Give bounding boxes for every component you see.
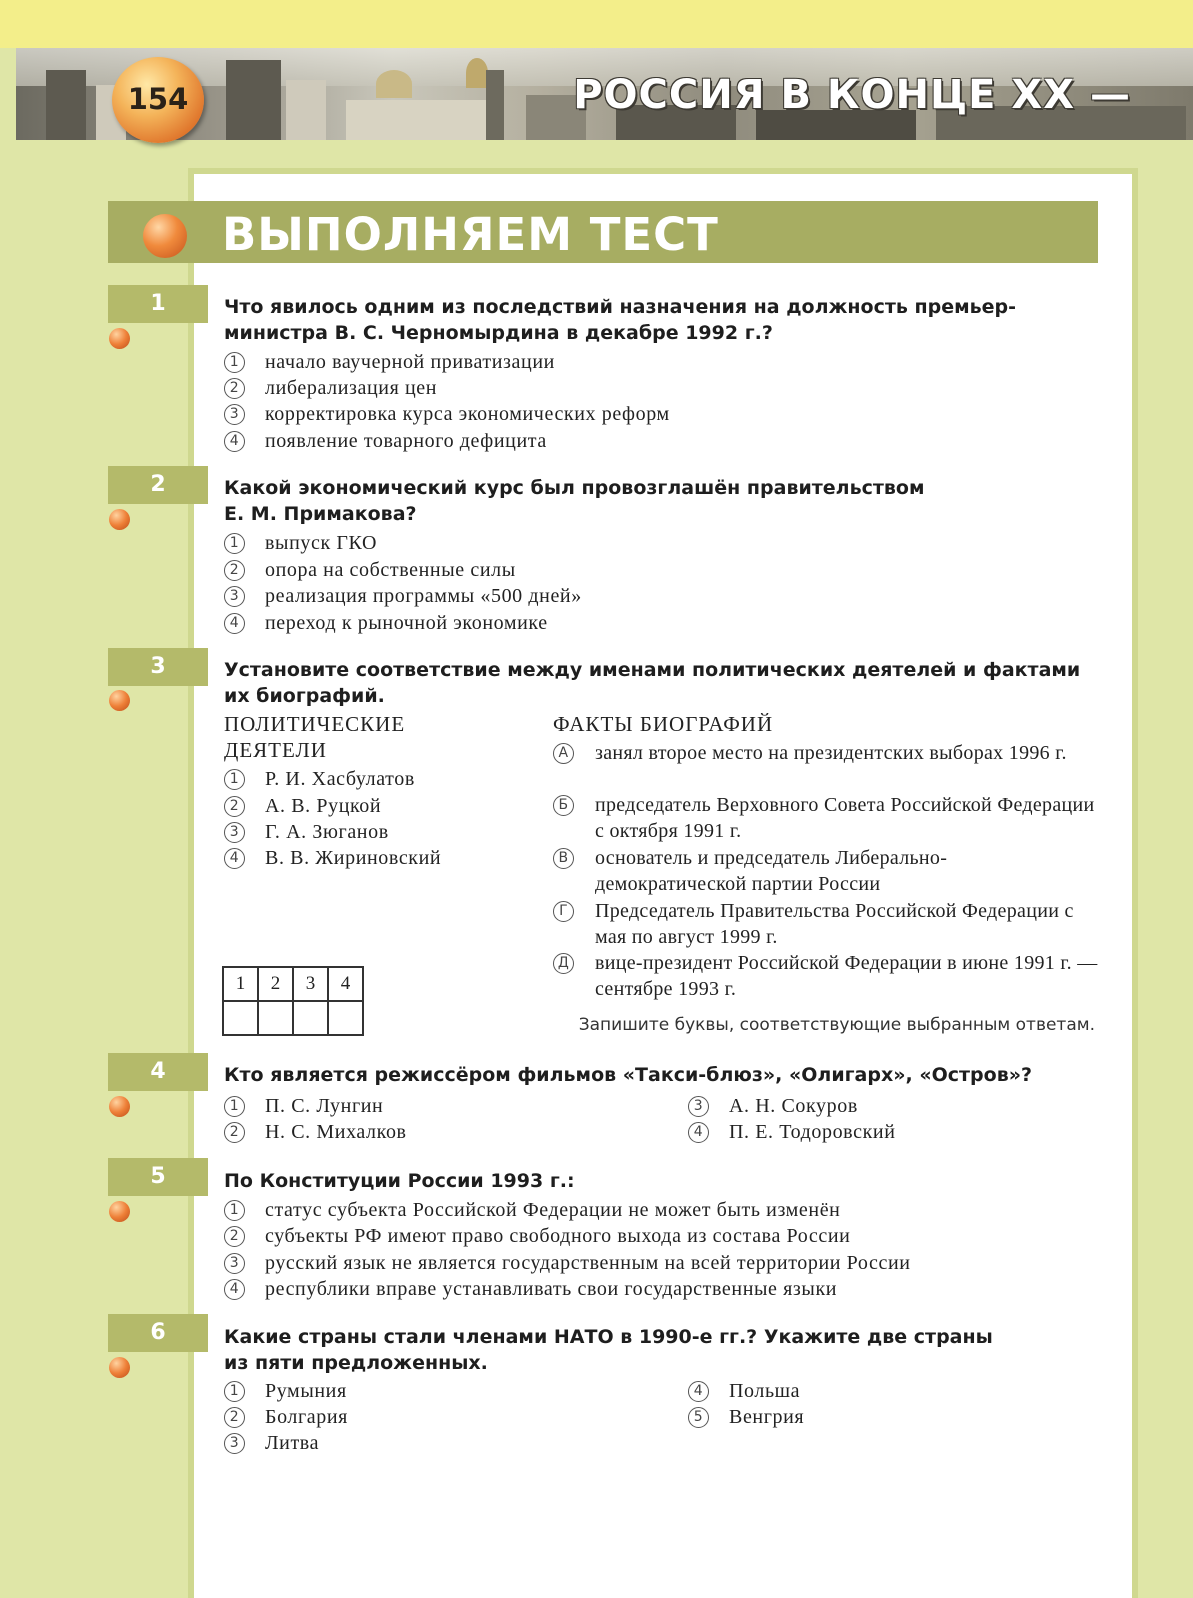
option-number-icon: 3 [224,1253,245,1274]
option-letter-icon: Д [553,953,574,974]
bullet-icon [109,1357,130,1378]
option-number-icon: 2 [224,378,245,399]
page-number: 154 [127,82,189,116]
fact-option-v: В основатель и председатель Либерально-демократической партии России [553,845,1098,897]
option-number-icon: 4 [688,1381,709,1402]
person-option-3: 3 Г. А. Зюганов [224,819,389,845]
persons-column-header: ПОЛИТИЧЕСКИЕ ДЕЯТЕЛИ [224,712,406,762]
option-number-icon: 1 [224,1200,245,1221]
bullet-icon [109,1096,130,1117]
question-2-option-3[interactable]: 3 реализация программы «500 дней» [224,583,582,609]
option-letter-icon: Г [553,901,574,922]
question-4-option-4[interactable]: 4 П. Е. Тодоровский [688,1119,896,1145]
answer-grid-header: 1 [223,967,258,1001]
question-2-option-1[interactable]: 1 выпуск ГКО [224,530,377,556]
option-letter-icon: А [553,743,574,764]
bullet-icon [109,509,130,530]
question-6-option-3[interactable]: 3 Литва [224,1430,319,1456]
option-number-icon: 2 [224,1122,245,1143]
question-6-option-5[interactable]: 5 Венгрия [688,1404,804,1430]
question-2-option-2[interactable]: 2 опора на собственные силы [224,557,516,583]
option-letter-icon: В [553,848,574,869]
option-number-icon: 4 [224,1279,245,1300]
question-number-2: 2 [108,466,208,504]
chapter-title: РОССИЯ В КОНЦЕ XX — [573,72,1131,118]
answer-grid [222,966,364,1036]
question-number-6: 6 [108,1314,208,1352]
question-1-option-4[interactable]: 4 появление товарного дефицита [224,428,547,454]
person-option-4: 4 В. В. Жириновский [224,845,441,871]
question-2-option-4[interactable]: 4 переход к рыночной экономике [224,610,548,636]
question-5-text: По Конституции России 1993 г.: [224,1170,575,1192]
answer-cell-3[interactable] [293,1001,328,1035]
question-4-option-2[interactable]: 2 Н. С. Михалков [224,1119,407,1145]
fact-option-b: Б председатель Верховного Совета Российской Федерации с октября 1991 г. [553,792,1098,844]
person-option-1: 1 Р. И. Хасбулатов [224,766,415,792]
option-number-icon: 2 [224,1226,245,1247]
option-letter-icon: Б [553,795,574,816]
option-number-icon: 1 [224,1096,245,1117]
bullet-icon [109,690,130,711]
question-6-option-2[interactable]: 2 Болгария [224,1404,348,1430]
option-number-icon: 2 [224,796,245,817]
answer-cell-2[interactable] [258,1001,293,1035]
option-number-icon: 2 [224,1407,245,1428]
question-1-text: Что явилось одним из последствий назначения на должность премьер- министра В. С. Черномырдина в декабре 1992 г.? [224,296,1017,344]
answer-grid-header: 3 [293,967,328,1001]
question-number-1: 1 [108,285,208,323]
option-number-icon: 3 [224,404,245,425]
option-number-icon: 4 [224,431,245,452]
question-1-option-1[interactable]: 1 начало ваучерной приватизации [224,349,555,375]
bullet-icon [109,328,130,349]
option-number-icon: 2 [224,560,245,581]
section-title: ВЫПОЛНЯЕМ ТЕСТ [222,208,719,261]
question-number-3: 3 [108,648,208,686]
fact-option-d: Д вице-президент Российской Федерации в июне 1991 г. — сентябре 1993 г. [553,950,1098,1002]
question-1-option-3[interactable]: 3 корректировка курса экономических реформ [224,401,670,427]
fact-option-a: А занял второе место на президентских выборах 1996 г. [553,740,1098,766]
option-number-icon: 1 [224,533,245,554]
question-5-option-3[interactable]: 3 русский язык не является государственным на всей территории России [224,1250,911,1276]
question-6-text: Какие страны стали членами НАТО в 1990-е гг.? Укажите две страны из пяти предложенных. [224,1326,993,1374]
question-6-option-4[interactable]: 4 Польша [688,1378,800,1404]
option-number-icon: 4 [224,613,245,634]
option-number-icon: 3 [688,1096,709,1117]
answer-grid-header: 4 [328,967,363,1001]
option-number-icon: 5 [688,1407,709,1428]
option-number-icon: 1 [224,769,245,790]
question-number-5: 5 [108,1158,208,1196]
question-4-text: Кто является режиссёром фильмов «Такси-блюз», «Олигарх», «Остров»? [224,1064,1033,1086]
fact-option-g: Г Председатель Правительства Российской Федерации с мая по август 1999 г. [553,898,1098,950]
person-option-2: 2 А. В. Руцкой [224,793,381,819]
option-number-icon: 3 [224,1433,245,1454]
option-number-icon: 3 [224,822,245,843]
section-bullet-icon [143,214,187,258]
question-6-option-1[interactable]: 1 Румыния [224,1378,347,1404]
option-number-icon: 4 [688,1122,709,1143]
answer-cell-4[interactable] [328,1001,363,1035]
question-number-4: 4 [108,1053,208,1091]
option-number-icon: 4 [224,848,245,869]
option-number-icon: 1 [224,1381,245,1402]
question-4-option-1[interactable]: 1 П. С. Лунгин [224,1093,383,1119]
facts-column-header: ФАКТЫ БИОГРАФИЙ [553,712,774,736]
question-3-text: Установите соответствие между именами политических деятелей и фактами их биографий. [224,659,1081,707]
option-number-icon: 3 [224,586,245,607]
question-4-option-3[interactable]: 3 А. Н. Сокуров [688,1093,858,1119]
answer-instruction: Запишите буквы, соответствующие выбранным ответам. [578,1015,1095,1035]
question-2-text: Какой экономический курс был провозглашён правительством Е. М. Примакова? [224,477,925,525]
bullet-icon [109,1201,130,1222]
answer-grid-header: 2 [258,967,293,1001]
question-1-option-2[interactable]: 2 либерализация цен [224,375,437,401]
question-5-option-1[interactable]: 1 статус субъекта Российской Федерации не может быть изменён [224,1197,840,1223]
question-5-option-4[interactable]: 4 республики вправе устанавливать свои государственные языки [224,1276,837,1302]
question-5-option-2[interactable]: 2 субъекты РФ имеют право свободного выхода из состава России [224,1223,850,1249]
option-number-icon: 1 [224,352,245,373]
answer-cell-1[interactable] [223,1001,258,1035]
top-color-strip [0,0,1193,48]
